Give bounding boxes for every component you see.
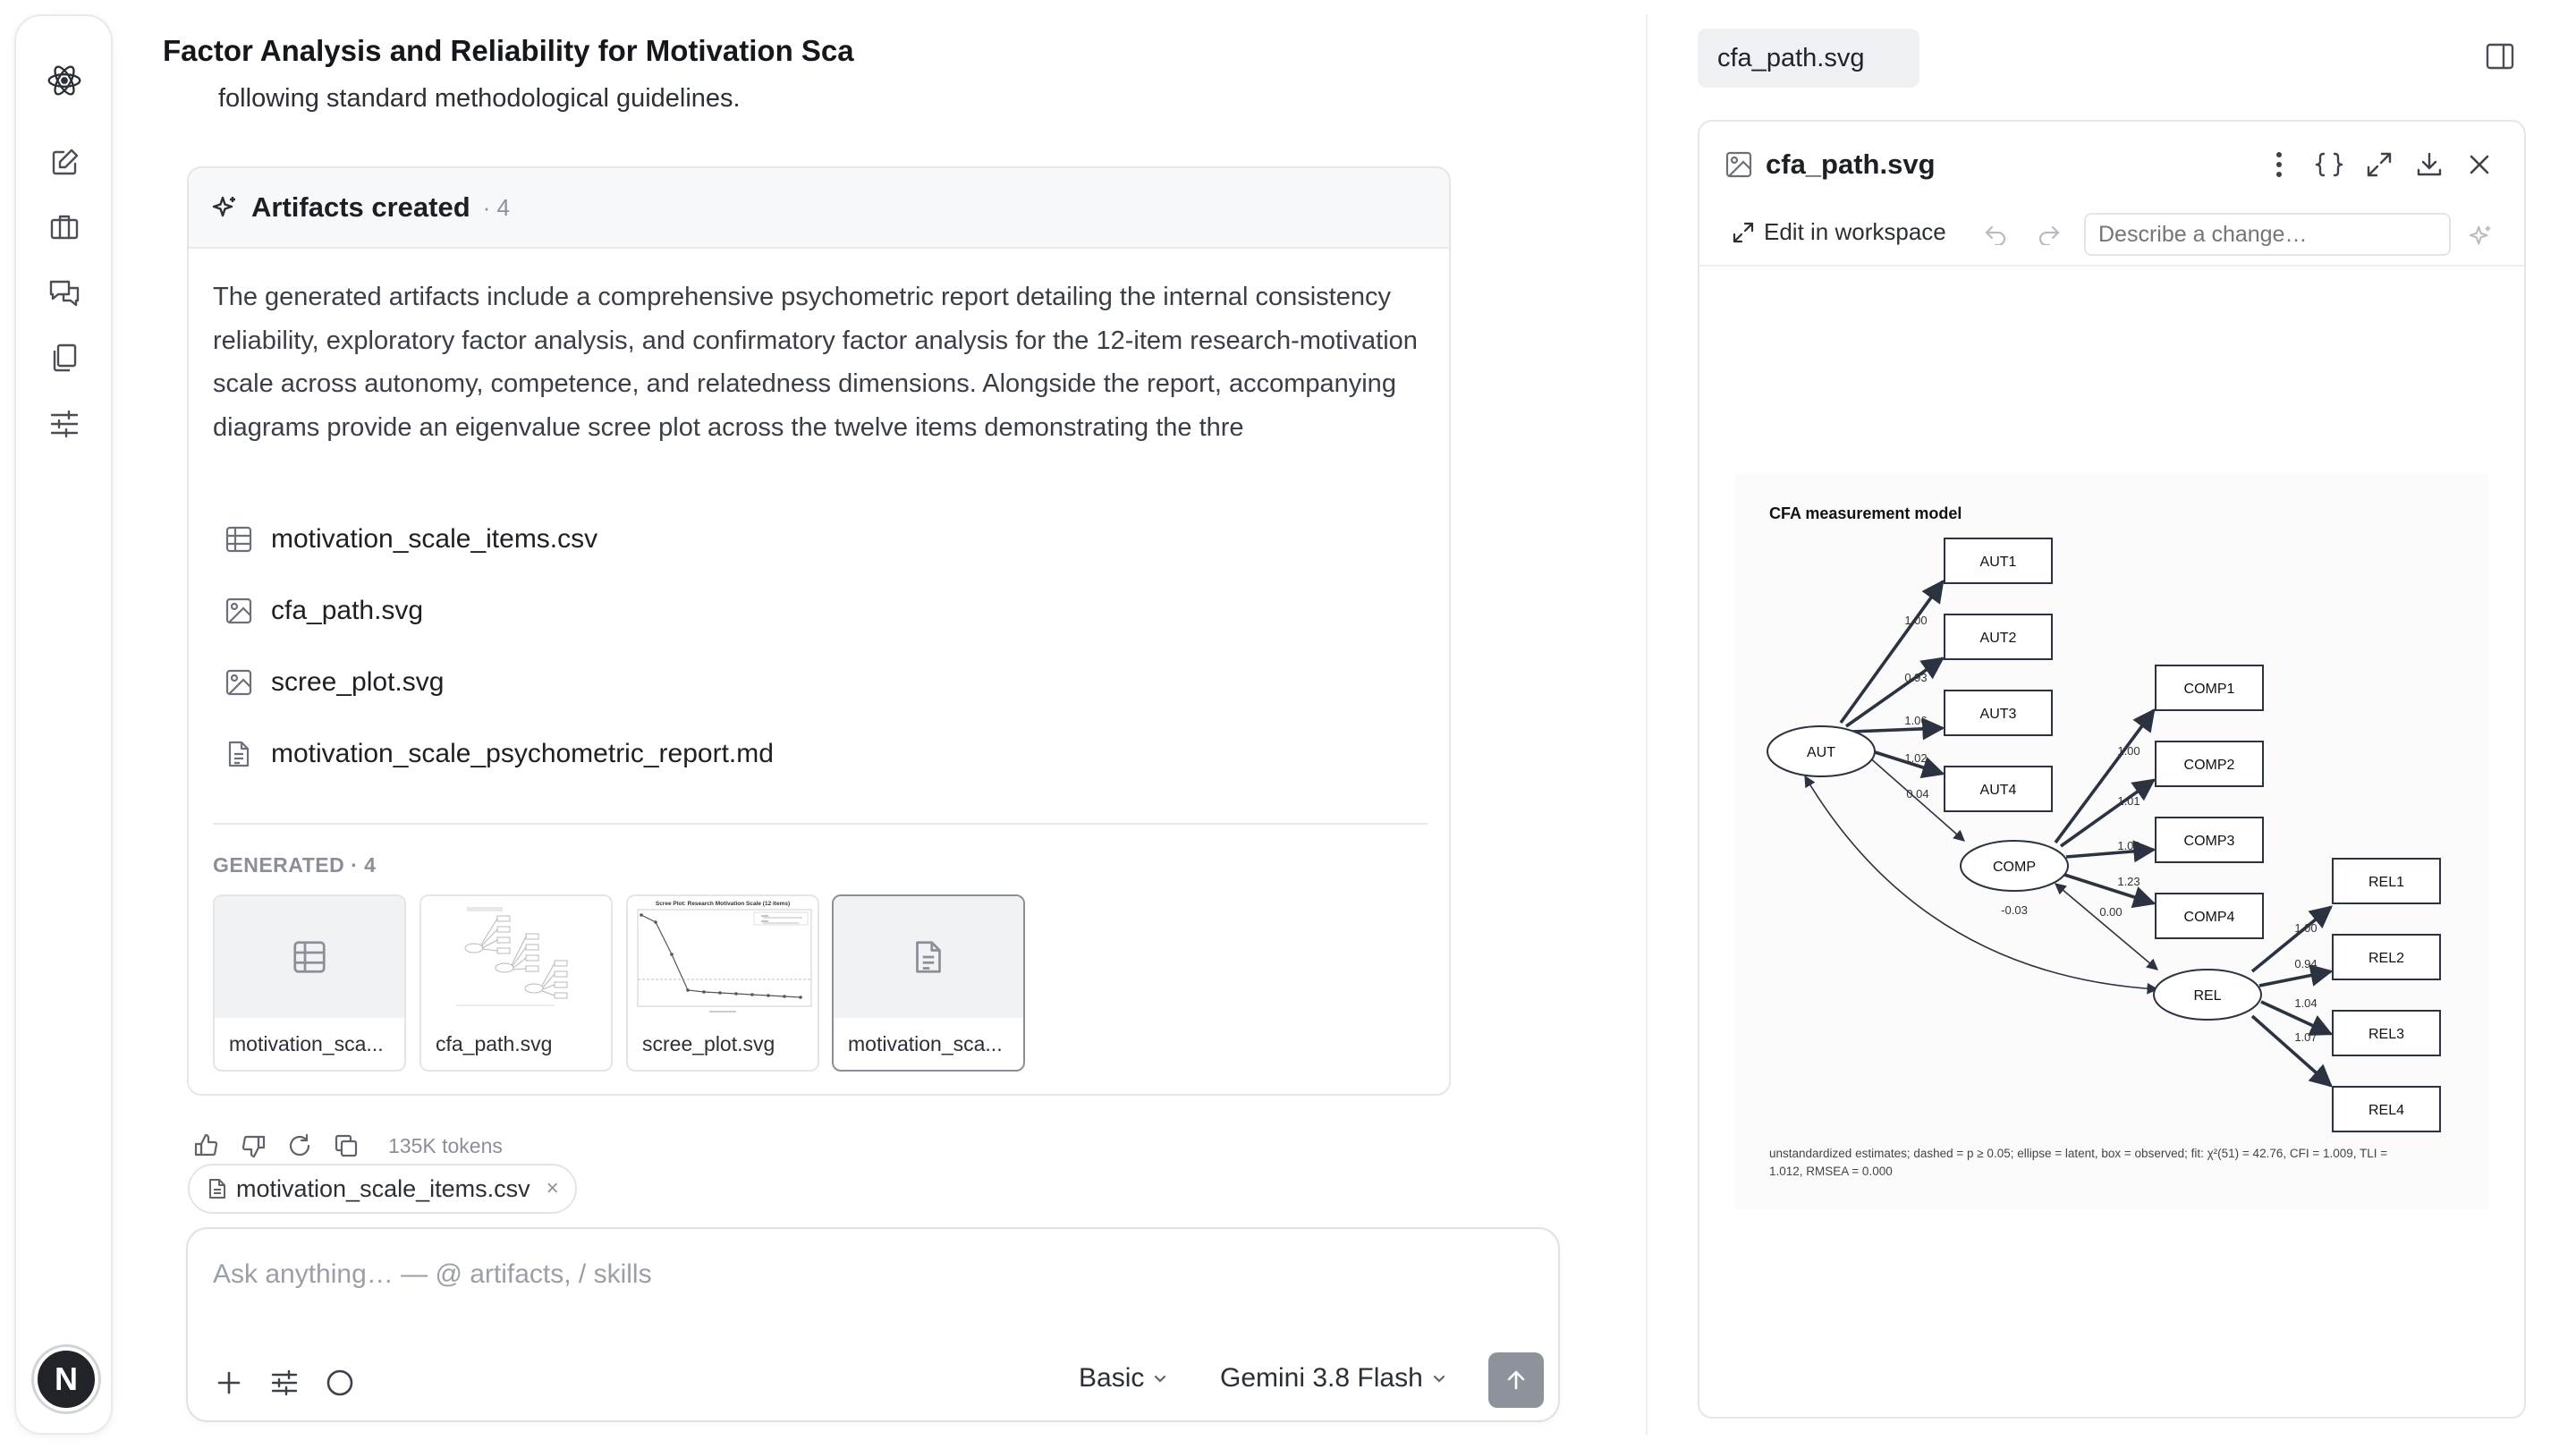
chats-icon[interactable] [47, 275, 82, 311]
loading-label: 1.00 [1904, 614, 1928, 627]
indicator-label: AUT1 [1979, 555, 2017, 570]
artifacts-header[interactable] [189, 168, 1449, 249]
loading-label: 1.07 [2294, 1030, 2318, 1044]
loading-label: 1.00 [2117, 744, 2140, 758]
redo-icon[interactable] [2038, 224, 2061, 245]
artifacts-count: · 4 [482, 193, 510, 221]
page-title: Factor Analysis and Reliability for Motivation Sca [163, 34, 854, 67]
artifact-file-name[interactable]: motivation_scale_psychometric_report.md [271, 739, 774, 768]
document-icon [834, 896, 1023, 1018]
chevron-down-icon [1151, 1369, 1169, 1387]
loading-label: 0.94 [2294, 957, 2318, 970]
artifact-thumbnail[interactable] [419, 894, 613, 1072]
indicator-label: COMP4 [2183, 910, 2235, 925]
attachment-chip[interactable] [188, 1164, 577, 1214]
cfa-thumbnail-preview [421, 896, 611, 1018]
user-avatar[interactable]: N [34, 1347, 98, 1411]
indicator-label: REL3 [2368, 1027, 2405, 1042]
indicator-label: AUT3 [1979, 707, 2017, 722]
copy-icon[interactable] [333, 1132, 360, 1159]
scree-thumbnail-preview [628, 896, 818, 1018]
loading-label: 1.02 [1904, 751, 1928, 765]
circle-icon[interactable] [322, 1365, 358, 1401]
add-icon[interactable] [211, 1365, 247, 1401]
loading-label: 1.00 [2294, 921, 2318, 935]
new-chat-icon[interactable] [47, 145, 82, 181]
covariance-label: 0.00 [2099, 905, 2123, 919]
indicator-label: COMP1 [2183, 682, 2235, 697]
document-icon [208, 1178, 227, 1199]
mode-select-value: Basic [1079, 1363, 1145, 1393]
panel-divider[interactable] [1646, 14, 1648, 1435]
undo-icon[interactable] [1984, 224, 2007, 245]
more-options-icon[interactable] [2261, 147, 2297, 182]
close-icon[interactable] [2462, 147, 2497, 182]
diagram-canvas [1735, 474, 2488, 1209]
diagram-footnote: unstandardized estimates; dashed = p ≥ 0.05; ellipse = latent, box = observed; fit: χ²(51) = 42.76, CFI = 1.009, TLI = [1769, 1147, 2388, 1160]
covariance-label: 0.04 [1906, 787, 1929, 801]
remove-attachment-button[interactable]: × [546, 1176, 559, 1200]
chevron-down-icon [1430, 1369, 1448, 1387]
artifact-file-row[interactable] [225, 596, 423, 626]
composer [186, 1227, 1560, 1422]
covariance-label: -0.03 [2001, 903, 2028, 917]
artifact-file-row[interactable] [225, 739, 774, 769]
tab-cfa-path[interactable]: cfa_path.svg [1698, 29, 1919, 88]
thumbnail-label: cfa_path.svg [436, 1032, 553, 1055]
message-actions [193, 1132, 503, 1159]
thumbnail-label: scree_plot.svg [642, 1032, 775, 1055]
image-icon [225, 597, 253, 625]
sidebar-rail [14, 14, 113, 1435]
thumbnail-label: motivation_sca... [229, 1032, 384, 1055]
loading-label: 1.23 [2117, 875, 2140, 888]
loading-label: 1.06 [1904, 714, 1928, 727]
thumbnail-label: motivation_sca... [848, 1032, 1003, 1055]
viewer-header [1699, 122, 2524, 208]
indicator-label: AUT4 [1979, 783, 2017, 798]
tools-sliders-icon[interactable] [267, 1365, 302, 1401]
image-icon [225, 668, 253, 697]
generated-label: GENERATED · 4 [213, 853, 377, 877]
latent-label: COMP [1993, 860, 2036, 875]
indicator-label: REL4 [2368, 1103, 2405, 1118]
model-select[interactable] [1220, 1363, 1448, 1394]
table-icon [215, 896, 404, 1018]
loading-label: 1.01 [2117, 794, 2140, 808]
artifact-thumbnail[interactable] [213, 894, 406, 1072]
artifacts-description: The generated artifacts include a comprehensive psychometric report detailing the internal consistency reliability, exploratory factor analysis, and confirmatory factor analysis for the 12-item research-motivation scale across autonomy, competence, and relatedness dimensions. Alongside the report, accompanying diagrams provide an eigenvalue scree plot across the twelve items demonstrating the thre [213, 283, 1418, 442]
download-icon[interactable] [2411, 147, 2447, 182]
divider [213, 823, 1428, 825]
thumbs-down-icon[interactable] [240, 1132, 267, 1159]
loading-label: 1.08 [2117, 839, 2140, 852]
document-icon [225, 740, 253, 768]
artifacts-card [187, 166, 1451, 1096]
latent-label: REL [2193, 988, 2222, 1004]
loading-label: 1.04 [2294, 996, 2318, 1010]
indicator-label: REL2 [2368, 951, 2405, 966]
artifacts-title: Artifacts created [251, 191, 470, 223]
token-count: 135K tokens [388, 1133, 503, 1157]
attachment-name: motivation_scale_items.csv [236, 1174, 530, 1202]
image-icon [1724, 150, 1753, 179]
model-select-value: Gemini 3.8 Flash [1220, 1363, 1423, 1393]
artifact-file-row[interactable] [225, 524, 597, 555]
logo-icon[interactable] [47, 63, 82, 98]
indicator-label: REL1 [2368, 875, 2405, 890]
indicator-label: COMP3 [2183, 834, 2235, 849]
diagram-title: CFA measurement model [1769, 504, 1962, 522]
sparkle-icon[interactable] [2469, 224, 2494, 249]
table-icon [225, 525, 253, 554]
thumbs-up-icon[interactable] [193, 1132, 220, 1159]
mode-select[interactable] [1079, 1363, 1169, 1394]
expand-icon[interactable] [2361, 147, 2397, 182]
latent-label: AUT [1807, 745, 1835, 760]
indicator-label: COMP2 [2183, 758, 2235, 773]
viewer-title: cfa_path.svg [1766, 148, 1936, 180]
scree-thumbnail-title: Scree Plot: Research Motivation Scale (12 items) [655, 901, 791, 907]
artifact-thumbnail[interactable] [626, 894, 819, 1072]
chat-input[interactable]: Ask anything… — @ artifacts, / skills [213, 1259, 652, 1289]
diagram-footnote: 1.012, RMSEA = 0.000 [1769, 1165, 1893, 1178]
artifact-file-name[interactable]: motivation_scale_items.csv [271, 524, 598, 554]
edit-in-workspace-button[interactable] [1732, 218, 1946, 246]
message-text: following standard methodological guidelines. [218, 84, 741, 113]
artifact-file-row[interactable] [225, 667, 444, 698]
send-button[interactable] [1488, 1352, 1544, 1408]
code-braces-icon[interactable] [2311, 147, 2347, 182]
panel-toggle-icon[interactable] [2485, 41, 2515, 72]
regenerate-icon[interactable] [286, 1132, 313, 1159]
loading-label: 0.93 [1904, 671, 1928, 684]
artifact-viewer [1698, 120, 2526, 1419]
artifact-file-name[interactable]: cfa_path.svg [271, 596, 424, 625]
artifact-file-name[interactable]: scree_plot.svg [271, 667, 445, 697]
expand-arrows-icon [1732, 221, 1755, 244]
describe-change-input[interactable] [2084, 213, 2451, 256]
edit-in-workspace-label: Edit in workspace [1764, 218, 1946, 245]
briefcase-icon[interactable] [47, 209, 82, 245]
viewer-toolbar [1699, 208, 2524, 267]
settings-sliders-icon[interactable] [47, 406, 82, 442]
documents-icon[interactable] [47, 340, 82, 376]
indicator-label: AUT2 [1979, 631, 2017, 646]
sparkle-icon [212, 194, 239, 221]
artifact-thumbnail[interactable] [832, 894, 1025, 1072]
